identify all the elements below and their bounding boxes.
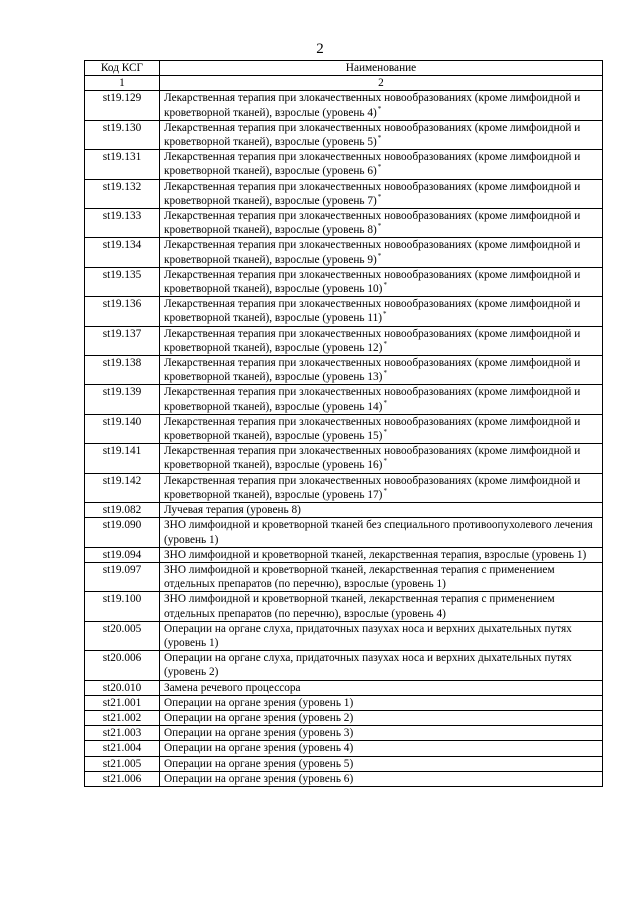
ksg-code-cell: st19.142 xyxy=(85,473,160,502)
ksg-name-text: Лекарственная терапия при злокачественных новообразованиях (кроме лимфоидной и кроветворной тканей), взрослые (уровень 16) xyxy=(164,445,581,472)
table-row xyxy=(85,741,603,756)
ksg-name-cell xyxy=(160,326,603,355)
ksg-name-text: Лекарственная терапия при злокачественных новообразованиях (кроме лимфоидной и кроветворной тканей), взрослые (уровень 5) xyxy=(164,121,581,149)
table-row xyxy=(85,150,603,179)
footnote-mark: * xyxy=(383,339,387,348)
ksg-name-text: Лекарственная терапия при злокачественных новообразованиях (кроме лимфоидной и кроветворной тканей), взрослые (уровень 8) xyxy=(164,210,581,237)
ksg-name-text: ЗНО лимфоидной и кроветворной тканей, лекарственная терапия с применением отдельных препаратов (по перечню), взрослые (уровень 4) xyxy=(164,593,555,620)
table-row xyxy=(85,756,603,771)
table-row xyxy=(85,473,603,502)
ksg-name-cell xyxy=(160,651,603,680)
ksg-code-cell: st19.137 xyxy=(85,326,160,355)
table-row xyxy=(85,726,603,741)
table-row xyxy=(85,238,603,267)
ksg-table xyxy=(84,60,603,787)
footnote-mark: * xyxy=(377,192,382,201)
column-number-row xyxy=(85,76,603,91)
ksg-code-cell: st21.001 xyxy=(85,695,160,710)
table-row xyxy=(85,503,603,518)
ksg-name-cell xyxy=(160,726,603,741)
table-row xyxy=(85,267,603,296)
ksg-code-cell: st19.132 xyxy=(85,179,160,208)
ksg-code-cell: st19.138 xyxy=(85,356,160,385)
ksg-code-cell: st19.133 xyxy=(85,209,160,238)
footnote-mark: * xyxy=(377,104,382,113)
table-row xyxy=(85,518,603,547)
footnote-mark: * xyxy=(377,163,382,172)
column-number-1: 1 xyxy=(85,76,160,91)
table-row xyxy=(85,385,603,414)
ksg-code-cell: st19.090 xyxy=(85,518,160,547)
ksg-name-cell xyxy=(160,756,603,771)
ksg-name-cell xyxy=(160,741,603,756)
ksg-code-cell: st19.130 xyxy=(85,120,160,149)
ksg-name-text: Операции на органе зрения (уровень 5) xyxy=(164,757,354,770)
footnote-mark: * xyxy=(383,310,387,319)
ksg-name-text: Операции на органе зрения (уровень 6) xyxy=(164,772,354,785)
ksg-name-cell xyxy=(160,621,603,650)
footnote-mark: * xyxy=(377,134,382,143)
ksg-name-text: Лекарственная терапия при злокачественных новообразованиях (кроме лимфоидной и кроветворной тканей), взрослые (уровень 14) xyxy=(164,386,581,413)
footnote-mark: * xyxy=(383,486,387,495)
ksg-name-text: Лучевая терапия (уровень 8) xyxy=(164,504,301,517)
table-row xyxy=(85,120,603,149)
ksg-code-cell: st21.002 xyxy=(85,710,160,725)
ksg-name-cell xyxy=(160,562,603,591)
ksg-name-cell xyxy=(160,771,603,786)
table-row xyxy=(85,621,603,650)
ksg-name-text: ЗНО лимфоидной и кроветворной тканей без специального противоопухолевого лечения (уровень 1) xyxy=(164,519,593,546)
ksg-name-text: Лекарственная терапия при злокачественных новообразованиях (кроме лимфоидной и кроветворной тканей), взрослые (уровень 9) xyxy=(164,239,581,266)
ksg-code-cell: st19.097 xyxy=(85,562,160,591)
ksg-name-cell xyxy=(160,120,603,149)
ksg-code-cell: st19.100 xyxy=(85,592,160,621)
ksg-name-text: Операции на органе зрения (уровень 1) xyxy=(164,696,354,709)
ksg-name-text: Операции на органе зрения (уровень 2) xyxy=(164,711,354,724)
ksg-name-text: Лекарственная терапия при злокачественных новообразованиях (кроме лимфоидной и кроветворной тканей), взрослые (уровень 17) xyxy=(164,474,581,501)
table-row xyxy=(85,710,603,725)
ksg-code-cell: st19.140 xyxy=(85,414,160,443)
table-row xyxy=(85,326,603,355)
ksg-name-text: Лекарственная терапия при злокачественных новообразованиях (кроме лимфоидной и кроветворной тканей), взрослые (уровень 7) xyxy=(164,180,581,207)
ksg-code-cell: st19.141 xyxy=(85,444,160,473)
table-header-row xyxy=(85,61,603,76)
ksg-name-text: Операции на органе слуха, придаточных пазухах носа и верхних дыхательных путях (уровень 2) xyxy=(164,652,572,679)
ksg-name-text: Лекарственная терапия при злокачественных новообразованиях (кроме лимфоидной и кроветворной тканей), взрослые (уровень 11) xyxy=(164,298,581,325)
ksg-name-text: Лекарственная терапия при злокачественных новообразованиях (кроме лимфоидной и кроветворной тканей), взрослые (уровень 12) xyxy=(164,327,581,354)
page-number: 2 xyxy=(316,41,324,57)
ksg-code-cell: st20.010 xyxy=(85,680,160,695)
table-row xyxy=(85,651,603,680)
ksg-code-cell: st20.005 xyxy=(85,621,160,650)
ksg-code-cell: st19.094 xyxy=(85,547,160,562)
ksg-name-cell xyxy=(160,473,603,502)
ksg-name-text: ЗНО лимфоидной и кроветворной тканей, лекарственная терапия с применением отдельных препаратов (по перечню), взрослые (уровень 1) xyxy=(164,563,555,591)
table-row xyxy=(85,680,603,695)
ksg-name-cell xyxy=(160,209,603,238)
ksg-name-cell xyxy=(160,150,603,179)
ksg-name-cell xyxy=(160,179,603,208)
ksg-name-text: Операции на органе слуха, придаточных пазухах носа и верхних дыхательных путях (уровень 1) xyxy=(164,622,572,649)
ksg-code-cell: st19.082 xyxy=(85,503,160,518)
ksg-code-cell: st19.134 xyxy=(85,238,160,267)
footnote-mark: * xyxy=(377,222,382,231)
footnote-mark: * xyxy=(377,251,382,260)
ksg-name-text: Лекарственная терапия при злокачественных новообразованиях (кроме лимфоидной и кроветворной тканей), взрослые (уровень 13) xyxy=(164,357,581,384)
ksg-name-cell xyxy=(160,518,603,547)
ksg-code-cell: st21.005 xyxy=(85,756,160,771)
ksg-code-cell: st21.004 xyxy=(85,741,160,756)
ksg-code-cell: st19.135 xyxy=(85,267,160,296)
ksg-name-cell xyxy=(160,547,603,562)
ksg-name-cell xyxy=(160,503,603,518)
ksg-name-text: ЗНО лимфоидной и кроветворной тканей, лекарственная терапия, взрослые (уровень 1) xyxy=(164,548,587,561)
footnote-mark: * xyxy=(383,428,387,437)
table-row xyxy=(85,592,603,621)
footnote-mark: * xyxy=(383,398,387,407)
ksg-name-text: Замена речевого процессора xyxy=(164,681,301,694)
ksg-name-text: Лекарственная терапия при злокачественных новообразованиях (кроме лимфоидной и кроветворной тканей), взрослые (уровень 15) xyxy=(164,415,581,443)
ksg-name-cell xyxy=(160,695,603,710)
ksg-code-cell: st19.131 xyxy=(85,150,160,179)
table-row xyxy=(85,562,603,591)
ksg-name-cell xyxy=(160,414,603,443)
ksg-name-cell xyxy=(160,356,603,385)
ksg-name-cell xyxy=(160,444,603,473)
table-row xyxy=(85,179,603,208)
table-row xyxy=(85,695,603,710)
table-body xyxy=(85,91,603,787)
ksg-name-cell xyxy=(160,710,603,725)
footnote-mark: * xyxy=(383,281,387,290)
ksg-name-cell xyxy=(160,385,603,414)
header-code: Код КСГ xyxy=(85,61,160,76)
table-row xyxy=(85,547,603,562)
ksg-code-cell: st21.006 xyxy=(85,771,160,786)
table-row xyxy=(85,414,603,443)
footnote-mark: * xyxy=(383,369,387,378)
footnote-mark: * xyxy=(383,457,387,466)
header-name: Наименование xyxy=(160,61,603,76)
ksg-name-text: Лекарственная терапия при злокачественных новообразованиях (кроме лимфоидной и кроветворной тканей), взрослые (уровень 6) xyxy=(164,151,581,178)
ksg-name-cell xyxy=(160,680,603,695)
table-row xyxy=(85,297,603,326)
ksg-name-text: Лекарственная терапия при злокачественных новообразованиях (кроме лимфоидной и кроветворной тканей), взрослые (уровень 10) xyxy=(164,268,581,296)
ksg-name-text: Лекарственная терапия при злокачественных новообразованиях (кроме лимфоидной и кроветворной тканей), взрослые (уровень 4) xyxy=(164,92,581,119)
ksg-name-cell xyxy=(160,91,603,120)
ksg-name-cell xyxy=(160,297,603,326)
ksg-code-cell: st20.006 xyxy=(85,651,160,680)
table-row xyxy=(85,771,603,786)
ksg-name-cell xyxy=(160,238,603,267)
ksg-name-cell xyxy=(160,592,603,621)
table-row xyxy=(85,91,603,120)
ksg-name-cell xyxy=(160,267,603,296)
column-number-2: 2 xyxy=(160,76,603,91)
ksg-name-text: Операции на органе зрения (уровень 4) xyxy=(164,742,354,755)
ksg-code-cell: st19.139 xyxy=(85,385,160,414)
table-row xyxy=(85,356,603,385)
table-row xyxy=(85,444,603,473)
table-row xyxy=(85,209,603,238)
ksg-name-text: Операции на органе зрения (уровень 3) xyxy=(164,727,354,740)
ksg-code-cell: st19.136 xyxy=(85,297,160,326)
ksg-code-cell: st21.003 xyxy=(85,726,160,741)
ksg-code-cell: st19.129 xyxy=(85,91,160,120)
